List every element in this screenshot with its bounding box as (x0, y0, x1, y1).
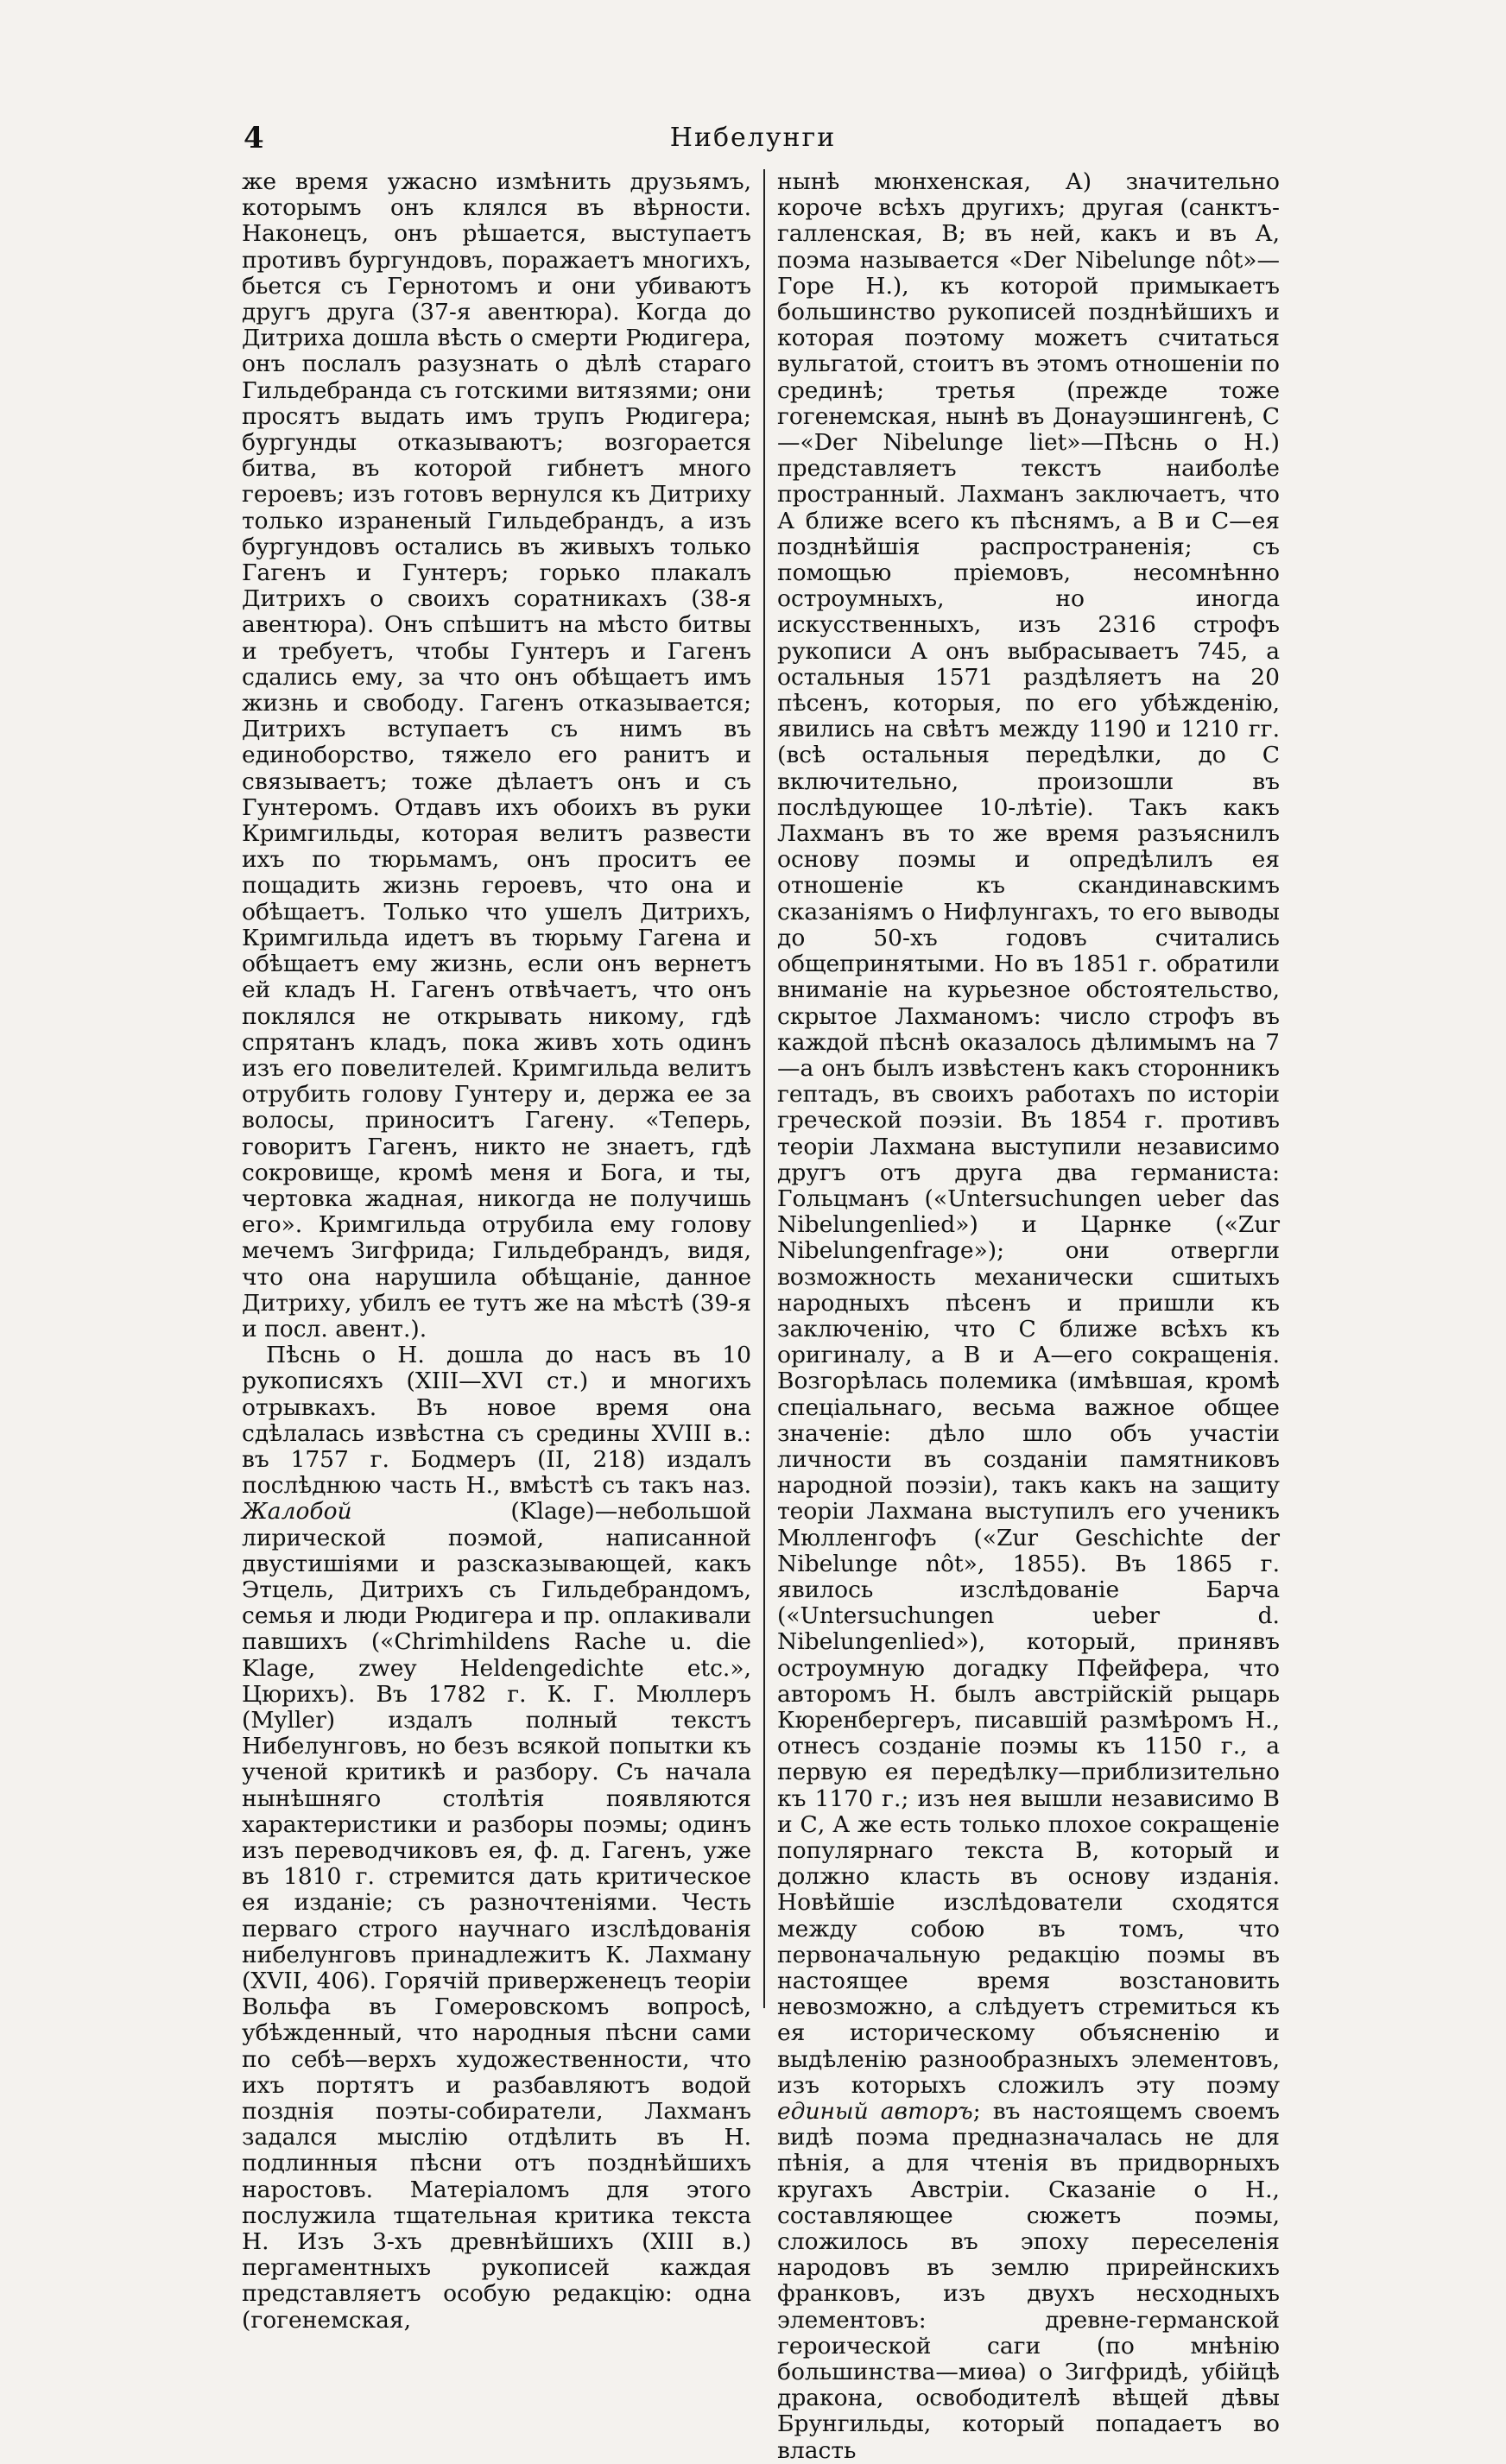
page-number: 4 (244, 121, 264, 155)
paragraph-plot-ending: же время ужасно измѣнить друзьямъ, которымъ онъ клялся въ вѣрности. Наконецъ, онъ рѣшается, выступаетъ противъ бургундовъ, поражаетъ многихъ, бьется съ Гернотомъ и они убиваютъ другъ друга (37-я авентюра). Когда до Дитриха дошла вѣсть о смерти Рюдигера, онъ послалъ разузнать о дѣлѣ стараго Гильдебранда съ готскими витязями; они просятъ выдать имъ трупъ Рюдигера; бургунды отказываютъ; возгорается битва, въ которой гибнетъ много героевъ; изъ готовъ вернулся къ Дитриху только израненый Гильдебрандъ, а изъ бургундовъ остались въ живыхъ только Гагенъ и Гунтеръ; горько плакалъ Дитрихъ о своихъ соратникахъ (38-я авентюра). Онъ спѣшитъ на мѣсто битвы и требуетъ, чтобы Гунтеръ и Гагенъ сдались ему, за что онъ обѣщаетъ имъ жизнь и свободу. Гагенъ отказывается; Дитрихъ вступаетъ съ нимъ въ единоборство, тяжело его ранитъ и связываетъ; тоже дѣлаетъ онъ и съ Гунтеромъ. Отдавъ ихъ обоихъ въ руки Кримгильды, которая велитъ развести ихъ по тюрьмамъ, онъ проситъ ее пощадить жизнь героевъ, что она и обѣщаетъ. Только что ушелъ Дитрихъ, Кримгильда идетъ въ тюрьму Гагена и обѣщаетъ ему жизнь, если онъ вернетъ ей кладъ Н. Гагенъ отвѣчаетъ, что онъ поклялся не открывать никому, гдѣ спрятанъ кладъ, пока живъ хоть одинъ изъ его повелителей. Кримгильда велитъ отрубить голову Гунтеру и, держа ее за волосы, приноситъ Гагену. «Теперь, говоритъ Гагенъ, никто не знаетъ, гдѣ сокровище, кромѣ меня и Бога, и ты, чертовка жадная, никогда не получишь его». Кримгильда отрубила ему голову мечемъ Зигфрида; Гильдебрандъ, видя, что она нарушила обѣщаніе, данное Дитриху, убилъ ее тутъ же на мѣстѣ (39-я и посл. авент.). (242, 168, 751, 1343)
left-column (242, 168, 751, 2334)
paragraph-redactions (777, 169, 1280, 2464)
text-span: ; въ настоящемъ своемъ видѣ поэма предназначалась не для пѣнія, а для чтенія въ придворныхъ кругахъ Австріи. Сказаніе о Н., составляющее сюжетъ поэмы, сложилось въ эпоху переселенія народовъ въ землю прирейнскихъ франковъ, изъ двухъ несходныхъ элементовъ: древне-германской героической саги (по мнѣнію большинства—миѳа) о Зигфридѣ, убійцѣ дракона, освободителѣ вѣщей дѣвы Брунгильды, который попадаетъ во власть (777, 2098, 1280, 2464)
right-column (777, 168, 1280, 2464)
paragraph-manuscripts (242, 1343, 751, 2334)
italic-term-author: единый авторъ (777, 2098, 973, 2126)
text-span: нынѣ мюнхенская, А) значительно короче всѣхъ другихъ; другая (санктъ-галленская, В; въ ней, какъ и въ А, поэма называется «Der Nibelunge nôt»—Горе Н.), къ которой примыкаетъ большинство рукописей позднѣйшихъ и которая поэтому можетъ считаться вульгатой, стоитъ въ этомъ отношеніи по срединѣ; третья (прежде тоже гогенемская, нынѣ въ Донауэшингенѣ, С—«Der Nibelunge liet»—Пѣснь о Н.) представляетъ текстъ наиболѣе пространный. Лахманъ заключаетъ, что А ближе всего къ пѣснямъ, а В и С—ея позднѣйшія распространенія; съ помощью пріемовъ, несомнѣнно остроумныхъ, но иногда искусственныхъ, изъ 2316 строфъ рукописи А онъ выбрасываетъ 745, а остальныя 1571 раздѣляетъ на 20 пѣсенъ, которыя, по его убѣжденію, явились на свѣтъ между 1190 и 1210 гг. (всѣ остальныя передѣлки, до С включительно, произошли въ послѣдующее 10-лѣтіе). Такъ какъ Лахманъ въ то же время разъяснилъ основу поэмы и опредѣлилъ ея отношеніе къ скандинавскимъ сказаніямъ о Нифлунгахъ, то его выводы до 50-хъ годовъ считались общепринятыми. Но въ 1851 г. обратили вниманіе на курьезное обстоятельство, скрытое Лахманомъ: число строфъ въ каждой пѣснѣ оказалось дѣлимымъ на 7—а онъ былъ извѣстенъ какъ сторонникъ гептадъ, въ своихъ работахъ по исторіи греческой поэзіи. Въ 1854 г. противъ теоріи Лахмана выступили независимо другъ отъ друга два германиста: Гольцманъ («Untersuchungen ueber das Nibelungenlied») и Царнке («Zur Nibelungenfrage»); они отвергли возможность механически сшитыхъ народныхъ пѣсенъ и пришли къ заключенію, что С ближе всѣхъ къ оригиналу, а В и А—его сокращенія. Возгорѣлась полемика (имѣвшая, кромѣ спеціальнаго, весьма важное общее значеніе: дѣло шло объ участіи личности въ созданіи памятниковъ народной поэзіи), такъ какъ на защиту теоріи Лахмана выступилъ его ученикъ Мюлленгофъ («Zur Geschichte der Nibelunge nôt», 1855). Въ 1865 г. явилось изслѣдованіе Барча («Untersuchungen ueber d. Nibelungenlied»), который, принявъ остроумную догадку Пфейфера, что авторомъ Н. былъ австрійскій рыцарь Кюренбергеръ, писавшій размѣромъ Н., отнесъ созданіе поэмы къ 1150 г., а первую ея передѣлку—приблизительно къ 1170 г.; изъ нея вышли независимо В и С, А же есть только плохое сокращеніе популярнаго текста В, который и должно класть въ основу изданія. Новѣйшіе изслѣдователи сходятся между собою въ томъ, что первоначальную редакцію поэмы въ настоящее время возстановить невозможно, а слѣдуетъ стремиться къ ея историческому объясненію и выдѣленію разнообразныхъ элементовъ, изъ которыхъ сложилъ эту поэму (777, 168, 1280, 2099)
column-divider (763, 169, 765, 2008)
text-span: Пѣснь о Н. дошла до насъ въ 10 рукописяхъ (XIII—XVI ст.) и многихъ отрывкахъ. Въ новое время она сдѣлалась извѣстна съ средины XVIII в.: въ 1757 г. Бодмеръ (II, 218) издалъ послѣднюю часть Н., вмѣстѣ съ такъ наз. (242, 1342, 751, 1500)
text-span: (Klage)—небольшой лирической поэмой, написанной двустишіями и разсказывающей, какъ Этцель, Дитрихъ съ Гильдебрандомъ, семья и люди Рюдигера и пр. оплакивали павшихъ («Chrimhildens Rache u. die Klage, zwey Heldengedichte etc.», Цюрихъ). Въ 1782 г. К. Г. Мюллеръ (Myller) издалъ полный текстъ Нибелунговъ, но безъ всякой попытки къ ученой критикѣ и разбору. Съ начала нынѣшняго столѣтія появляются характеристики и разборы поэмы; одинъ изъ переводчиковъ ея, ф. д. Гагенъ, уже въ 1810 г. стремится дать критическое ея изданіе; съ разночтеніями. Честь перваго строго научнаго изслѣдованія нибелунговъ принадлежитъ К. Лахману (XVII, 406). Горячій приверженецъ теоріи Вольфа въ Гомеровскомъ вопросѣ, убѣжденный, что народныя пѣсни сами по себѣ—верхъ художественности, что ихъ портятъ и разбавляютъ водой позднія поэты-собиратели, Лахманъ задался мыслію отдѣлить въ Н. подлинныя пѣсни отъ позднѣйшихъ наростовъ. Матеріаломъ для этого послужила тщательная критика текста Н. Изъ 3-хъ древнѣйшихъ (XIII в.) пергаментныхъ рукописей каждая представляетъ особую редакцію: одна (гогенемская, (242, 1498, 751, 2334)
running-title: Нибелунги (669, 123, 837, 153)
italic-term-klage: Жалобой (242, 1498, 352, 1526)
